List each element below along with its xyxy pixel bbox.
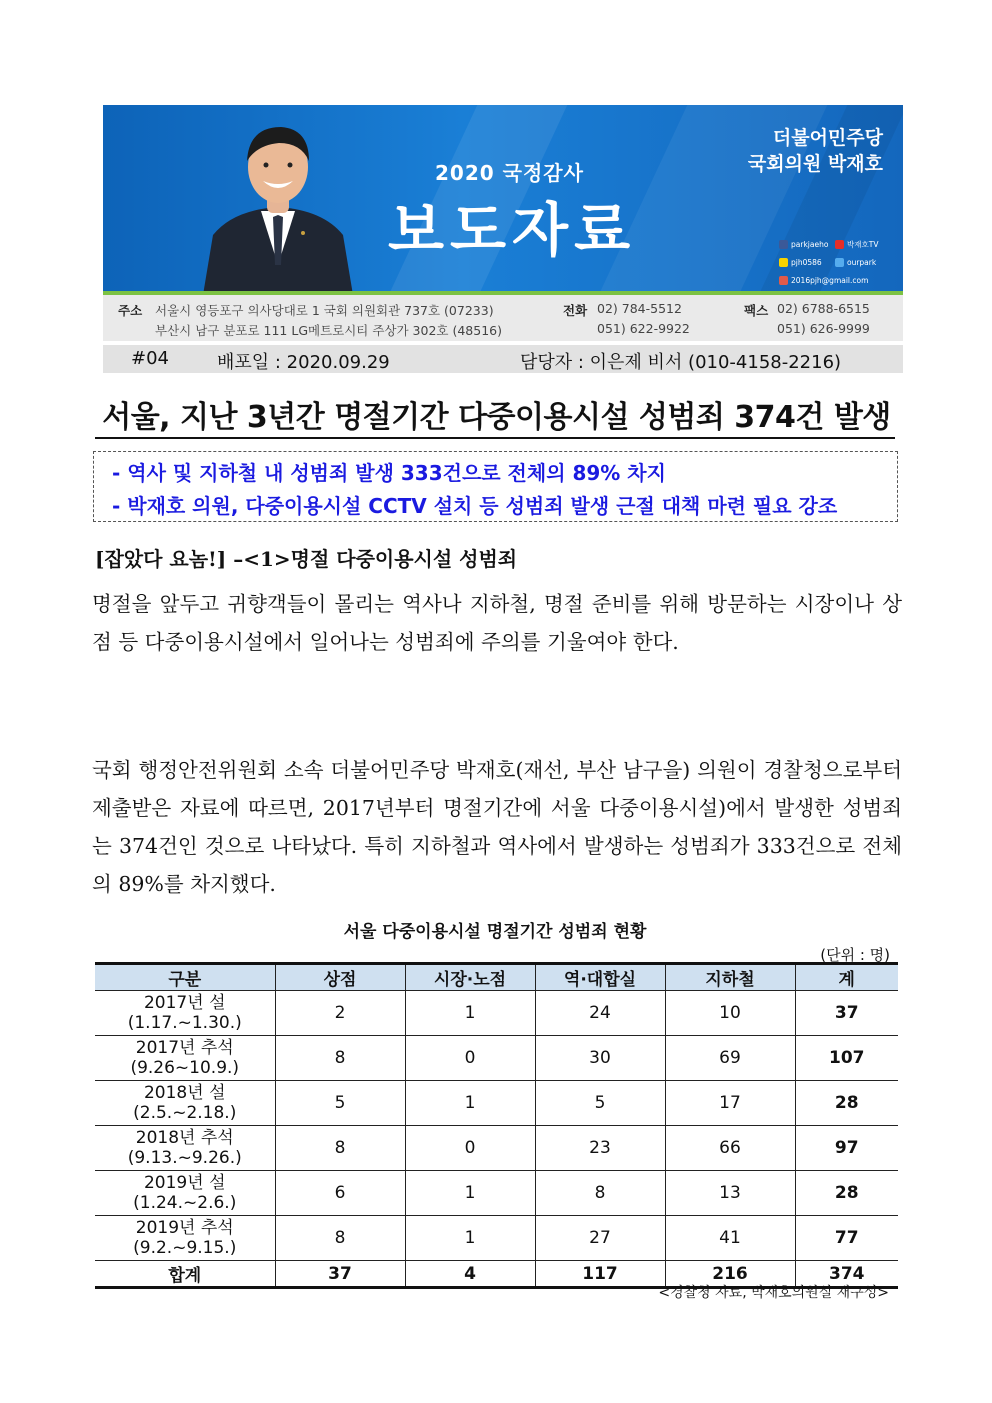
total-market: 4 [405, 1261, 535, 1288]
body-paragraph: 명절을 앞두고 귀향객들이 몰리는 역사나 지하철, 명절 준비를 위해 방문하는 시장이나 상점 등 다중이용시설에서 일어나는 성범죄에 주의를 기울여야 한다. [92, 592, 902, 654]
release-number: #04 [131, 348, 169, 369]
cell-total: 28 [795, 1171, 898, 1216]
sns-kakao[interactable] [779, 258, 835, 267]
cell-station: 30 [535, 1036, 665, 1081]
cell-store: 8 [275, 1216, 405, 1261]
cell-total: 97 [795, 1126, 898, 1171]
row-label: 2019년 추석 (9.2.~9.15.) [95, 1216, 275, 1261]
cell-total: 107 [795, 1036, 898, 1081]
contact-address-bar [103, 295, 903, 341]
phone-busan: 051) 622-9922 [597, 321, 690, 336]
section-title: [잡았다 요놈!] –<1>명절 다중이용시설 성범죄 [95, 547, 518, 571]
row-label: 2017년 설 (1.17.~1.30.) [95, 991, 275, 1036]
sns-youtube[interactable] [835, 239, 891, 250]
address-label: 주소 [118, 303, 143, 318]
cell-station: 27 [535, 1216, 665, 1261]
cell-store: 8 [275, 1036, 405, 1081]
facebook-icon [779, 240, 788, 249]
cell-market: 1 [405, 991, 535, 1036]
cell-station: 23 [535, 1126, 665, 1171]
cell-subway: 10 [665, 991, 795, 1036]
table-row [95, 1081, 898, 1126]
youtube-icon [835, 240, 844, 249]
sns-mail[interactable] [779, 276, 899, 285]
release-contact: 담당자 : 이은제 비서 (010-4158-2216) [520, 352, 842, 373]
fax-label: 팩스 [744, 303, 769, 318]
cell-subway: 69 [665, 1036, 795, 1081]
cell-market: 0 [405, 1036, 535, 1081]
table-row [95, 1216, 898, 1261]
col-header-category: 구분 [95, 964, 275, 991]
sns-label: ourpark [847, 257, 877, 267]
headline: 서울, 지난 3년간 명절기간 다중이용시설 성범죄 374건 발생 [102, 400, 891, 435]
sns-label: 2016pjh@gmail.com [791, 275, 869, 285]
row-label: 2018년 설 (2.5.~2.18.) [95, 1081, 275, 1126]
release-date: 배포일 : 2020.09.29 [217, 352, 390, 373]
cell-market: 1 [405, 1171, 535, 1216]
sns-label: pjh0586 [791, 257, 822, 267]
table-row [95, 991, 898, 1036]
row-label: 2019년 설 (1.24.~2.6.) [95, 1171, 275, 1216]
cell-subway: 13 [665, 1171, 795, 1216]
cell-subway: 66 [665, 1126, 795, 1171]
cell-total: 77 [795, 1216, 898, 1261]
col-header-subway: 지하철 [665, 964, 795, 991]
press-release-title: 보도자료 [388, 196, 637, 264]
header-banner [103, 105, 903, 295]
total-subway: 216 [665, 1261, 795, 1288]
release-meta-bar [103, 345, 903, 373]
col-header-station: 역·대합실 [535, 964, 665, 991]
body-paragraph: 국회 행정안전위원회 소속 더불어민주당 박재호(재선, 부산 남구을) 의원이 경찰청으로부터 제출받은 자료에 따르면, 2017년부터 명절기간에 서울 다중이용시설)에서 발생한 성범죄는 374건인 것으로 나타났다. 특히 지하철과 역사에서 발생하는 성범죄가 333건으로 전체의 89%를 차지했다. [92, 758, 902, 896]
fax-seoul: 02) 6788-6515 [777, 301, 870, 316]
party-name: 더불어민주당 [772, 127, 883, 149]
table-source-note: <경찰청 자료, 박재호의원실 재구성> [658, 1285, 889, 1301]
col-header-store: 상점 [275, 964, 405, 991]
cell-total: 28 [795, 1081, 898, 1126]
headline-divider [95, 437, 895, 439]
cell-market: 1 [405, 1216, 535, 1261]
cell-store: 6 [275, 1171, 405, 1216]
cell-station: 8 [535, 1171, 665, 1216]
sns-label: parkjaeho [791, 239, 829, 249]
row-label: 2017년 추석 (9.26~10.9.) [95, 1036, 275, 1081]
member-name: 국회의원 박재호 [747, 153, 883, 175]
crime-stats-table [95, 962, 898, 1289]
cell-subway: 17 [665, 1081, 795, 1126]
member-portrait [203, 115, 353, 295]
total-all: 374 [795, 1261, 898, 1288]
sns-facebook[interactable] [779, 240, 835, 249]
address-seoul: 서울시 영등포구 의사당대로 1 국회 의원회관 737호 (07233) [155, 303, 494, 318]
total-station: 117 [535, 1261, 665, 1288]
phone-seoul: 02) 784-5512 [597, 301, 682, 316]
address-busan: 부산시 남구 분포로 111 LG메트로시티 주상가 302호 (48516) [155, 323, 502, 338]
summary-box [93, 451, 898, 522]
sns-links [779, 235, 899, 289]
cell-market: 0 [405, 1126, 535, 1171]
mail-icon [779, 276, 788, 285]
table-header-row [95, 964, 898, 991]
table-row [95, 1126, 898, 1171]
col-header-total: 계 [795, 964, 898, 991]
table-row [95, 1036, 898, 1081]
cell-store: 2 [275, 991, 405, 1036]
audit-year-label: 2020 국정감사 [435, 161, 584, 185]
cell-total: 37 [795, 991, 898, 1036]
twitter-icon [835, 258, 844, 267]
phone-label: 전화 [563, 303, 588, 318]
row-label: 2018년 추석 (9.13.~9.26.) [95, 1126, 275, 1171]
summary-line: - 박재호 의원, 다중이용시설 CCTV 설치 등 성범죄 발생 근절 대책 마련 필요 강조 [112, 494, 838, 518]
table-row [95, 1171, 898, 1216]
total-label: 합계 [95, 1261, 275, 1288]
sns-label: 박재호TV [847, 239, 879, 249]
party-block [748, 125, 883, 177]
table-unit: (단위 : 명) [820, 946, 890, 964]
cell-station: 5 [535, 1081, 665, 1126]
fax-busan: 051) 626-9999 [777, 321, 870, 336]
cell-store: 5 [275, 1081, 405, 1126]
table-title: 서울 다중이용시설 명절기간 성범죄 현황 [343, 922, 647, 942]
cell-station: 24 [535, 991, 665, 1036]
cell-subway: 41 [665, 1216, 795, 1261]
col-header-market: 시장·노점 [405, 964, 535, 991]
summary-line: - 역사 및 지하철 내 성범죄 발생 333건으로 전체의 89% 차지 [112, 461, 666, 485]
total-store: 37 [275, 1261, 405, 1288]
cell-market: 1 [405, 1081, 535, 1126]
cell-store: 8 [275, 1126, 405, 1171]
kakao-icon [779, 258, 788, 267]
sns-twitter[interactable] [835, 258, 891, 267]
